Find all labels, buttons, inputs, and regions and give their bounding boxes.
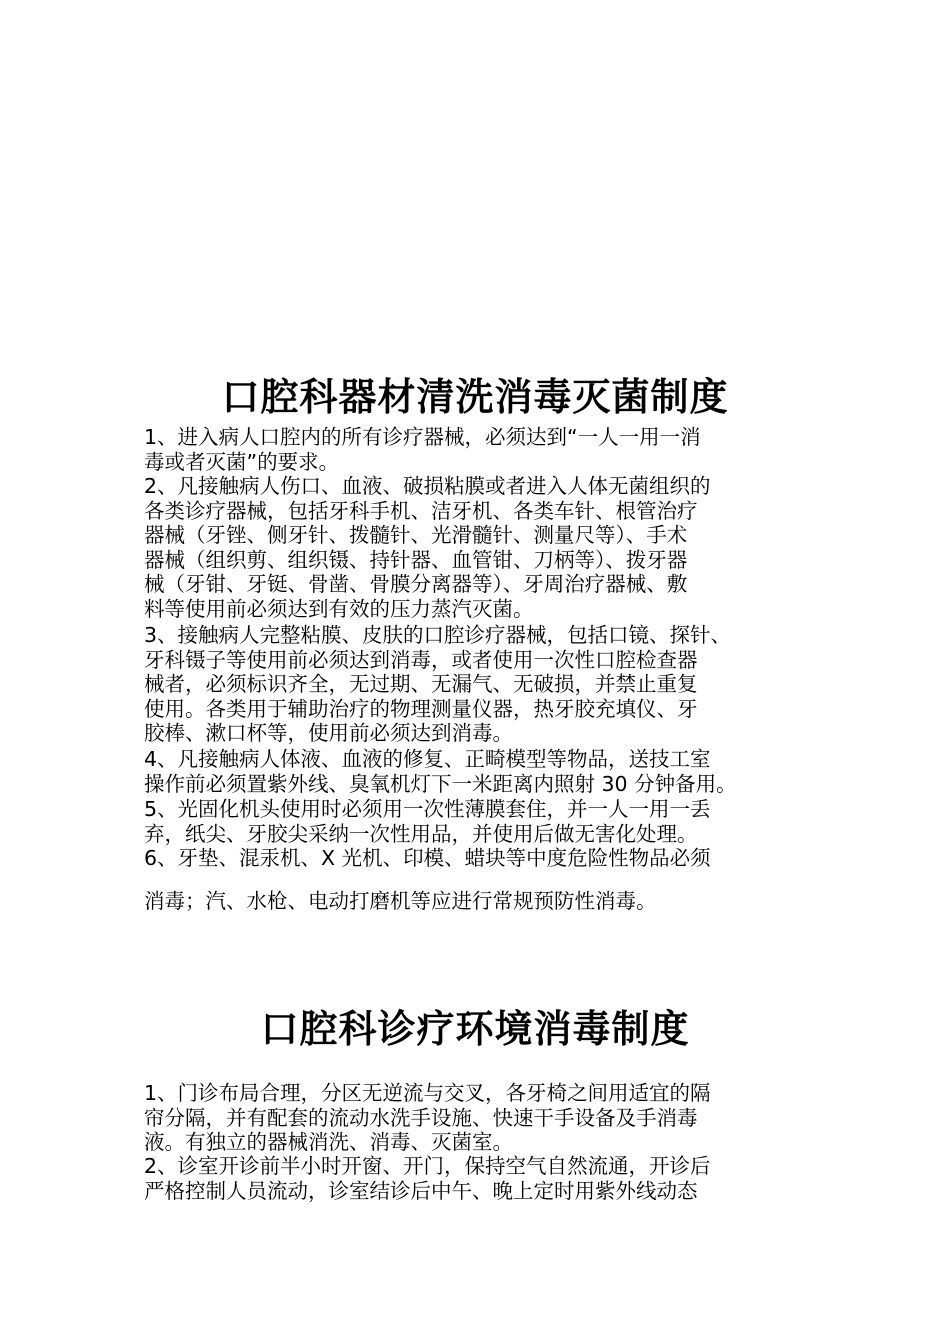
text-line: 3、接触病人完整粘膜、皮肤的口腔诊疗器械，包括口镜、探针、	[144, 623, 732, 647]
text-line: 1、进入病人口腔内的所有诊疗器械，必须达到“一人一用一消	[144, 425, 701, 449]
text-line: 1、门诊布局合理，分区无逆流与交叉，各牙椅之间用适宜的隔	[144, 1081, 711, 1105]
paragraph-item-1	[144, 425, 824, 474]
text-line: 操作前必须置紫外线、臭氧机灯下一米距离内照射 30 分钟备用。	[144, 771, 737, 796]
paragraph-item-6	[144, 846, 824, 871]
text-line: 6、牙垫、混汞机、X 光机、印模、蜡块等中度危险性物品必须	[144, 846, 711, 870]
section-title-instrument-disinfection: 口腔科器材清洗消毒灭菌制度	[221, 375, 729, 419]
text-line: 严格控制人员流动，诊室结诊后中午、晚上定时用紫外线动态	[144, 1178, 698, 1203]
text-line: 牙科镊子等使用前必须达到消毒，或者使用一次性口腔检查器	[144, 647, 698, 672]
section-title-environment-disinfection: 口腔科诊疗环境消毒制度	[260, 1007, 690, 1051]
text-line: 帘分隔，并有配套的流动水洗手设施、快速干手设备及手消毒	[144, 1105, 698, 1130]
text-line: 械者，必须标识齐全，无过期、无漏气、无破损，并禁止重复	[144, 672, 698, 696]
paragraph-item-4	[144, 747, 824, 796]
text-line: 使用。各类用于辅助治疗的物理测量仪器，热牙胶充填仪、牙	[144, 696, 698, 721]
paragraph-item-2	[144, 1154, 824, 1203]
text-line: 毒或者灭菌”的要求。	[144, 449, 340, 474]
text-line: 器械（组织剪、组织镊、持针器、血管钳、刀柄等）、拨牙器	[144, 547, 688, 572]
text-line: 5、光固化机头使用时必须用一次性薄膜套住，并一人一用一丢	[144, 797, 711, 821]
text-line: 液。有独立的器械消洗、消毒、灭菌室。	[144, 1130, 513, 1154]
text-line: 器械（牙锉、侧牙针、拨髓针、光滑髓针、测量尺等）、手术	[144, 523, 688, 547]
text-line: 胶棒、漱口杯等，使用前必须达到消毒。	[144, 721, 513, 745]
paragraph-item-2	[144, 474, 824, 621]
text-line: 械（牙钳、牙铤、骨凿、骨膜分离器等）、牙周治疗器械、敷	[144, 572, 688, 596]
text-line: 各类诊疗器械，包括牙科手机、洁牙机、各类车针、根管治疗	[144, 498, 698, 523]
paragraph-item-5	[144, 797, 824, 846]
text-line: 2、诊室开诊前半小时开窗、开门，保持空气自然流通，开诊后	[144, 1154, 711, 1178]
paragraph-item-1	[144, 1081, 824, 1155]
text-line: 弃，纸尖、牙胶尖采纳一次性用品，并使用后做无害化处理。	[144, 821, 698, 846]
text-line: 4、凡接触病人体液、血液的修复、正畸模型等物品，送技工室	[144, 747, 711, 771]
text-line: 2、凡接触病人伤口、血液、破损粘膜或者进入人体无菌组织的	[144, 474, 711, 498]
text-line: 料等使用前必须达到有效的压力蒸汽灭菌。	[144, 596, 534, 621]
text-line: 消毒；汽、水枪、电动打磨机等应进行常规预防性消毒。	[144, 889, 657, 913]
paragraph-item-3	[144, 623, 824, 746]
paragraph-item-6-continued	[144, 889, 824, 914]
